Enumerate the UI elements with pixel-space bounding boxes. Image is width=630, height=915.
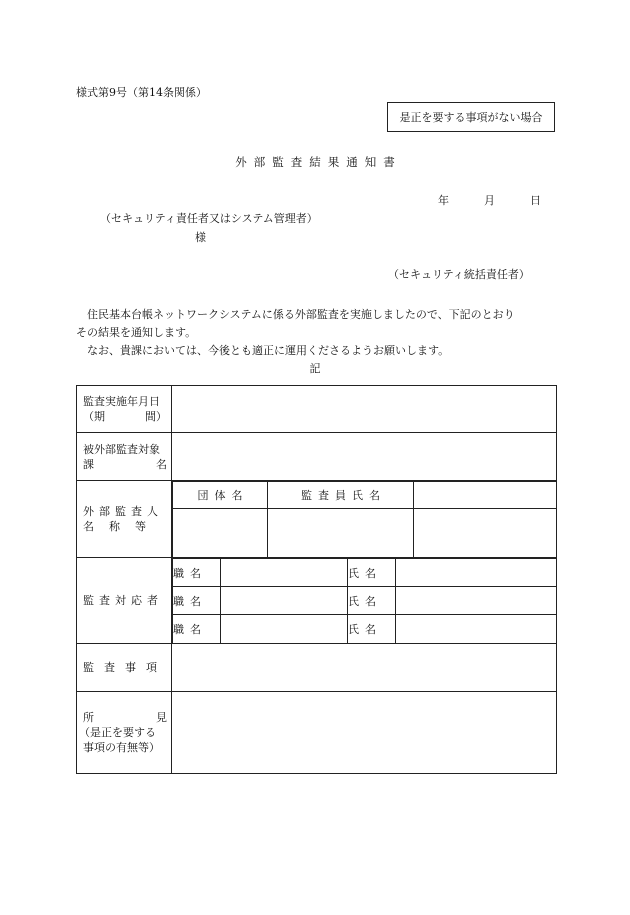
ki-label: 記 <box>309 362 321 375</box>
date-line <box>438 194 541 208</box>
body-line-3: なお、貴課においては、今後とも適正に運用くださるようお願いします。 <box>87 344 450 357</box>
position-value-1[interactable] <box>221 559 348 587</box>
position-value-2[interactable] <box>221 587 348 615</box>
target-label: 被外部監査対象 課 名 <box>77 433 172 481</box>
recipient: （セキュリティ責任者又はシステム管理者） <box>100 212 318 225</box>
items-label: 監査事項 <box>77 643 172 691</box>
findings-value[interactable] <box>172 691 557 773</box>
period-label: 監査実施年月日 （期 間） <box>77 386 172 433</box>
auditor-cell <box>172 481 557 558</box>
name-value-3[interactable] <box>396 615 557 643</box>
position-label-3: 職名 <box>173 615 221 643</box>
name-label-1: 氏名 <box>348 559 396 587</box>
auditor-label-2: 名称等 <box>83 520 161 533</box>
body-line-1: 住民基本台帳ネットワークシステムに係る外部監査を実施しましたので、下記のとおり <box>87 308 515 321</box>
name-label-2: 氏名 <box>348 587 396 615</box>
name-value-1[interactable] <box>396 559 557 587</box>
responder-cell <box>172 558 557 644</box>
auditor-subtable <box>172 481 556 557</box>
items-value[interactable] <box>172 643 557 691</box>
date-month: 月 <box>484 194 495 207</box>
body-text <box>76 306 556 360</box>
org-name-value[interactable] <box>173 509 268 557</box>
auditor-extra-header[interactable] <box>414 482 557 509</box>
findings-label: 所 見 （是正を要する 事項の有無等） <box>77 691 172 773</box>
position-value-3[interactable] <box>221 615 348 643</box>
honorific: 様 <box>195 231 206 244</box>
period-value[interactable] <box>172 386 557 433</box>
name-label-3: 氏名 <box>348 615 396 643</box>
auditor-name-header: 監査員氏名 <box>268 482 414 509</box>
org-name-header: 団体名 <box>173 482 268 509</box>
date-day: 日 <box>530 194 541 207</box>
form-number: 様式第9号（第14条関係） <box>76 86 207 99</box>
position-label-1: 職名 <box>173 559 221 587</box>
audit-result-table <box>76 385 557 774</box>
condition-badge: 是正を要する事項がない場合 <box>387 102 555 132</box>
body-line-2: その結果を通知します。 <box>76 326 197 339</box>
date-year: 年 <box>438 194 449 207</box>
document-title: 外部監査結果通知書 <box>235 155 402 169</box>
responder-subtable <box>172 558 556 643</box>
position-label-2: 職名 <box>173 587 221 615</box>
auditor-label: 外部監査人 名称等 <box>77 481 172 558</box>
target-value[interactable] <box>172 433 557 481</box>
auditor-extra-value[interactable] <box>414 509 557 557</box>
name-value-2[interactable] <box>396 587 557 615</box>
auditor-name-value[interactable] <box>268 509 414 557</box>
sender: （セキュリティ統括責任者） <box>388 268 530 281</box>
responder-label: 監査対応者 <box>77 558 172 644</box>
